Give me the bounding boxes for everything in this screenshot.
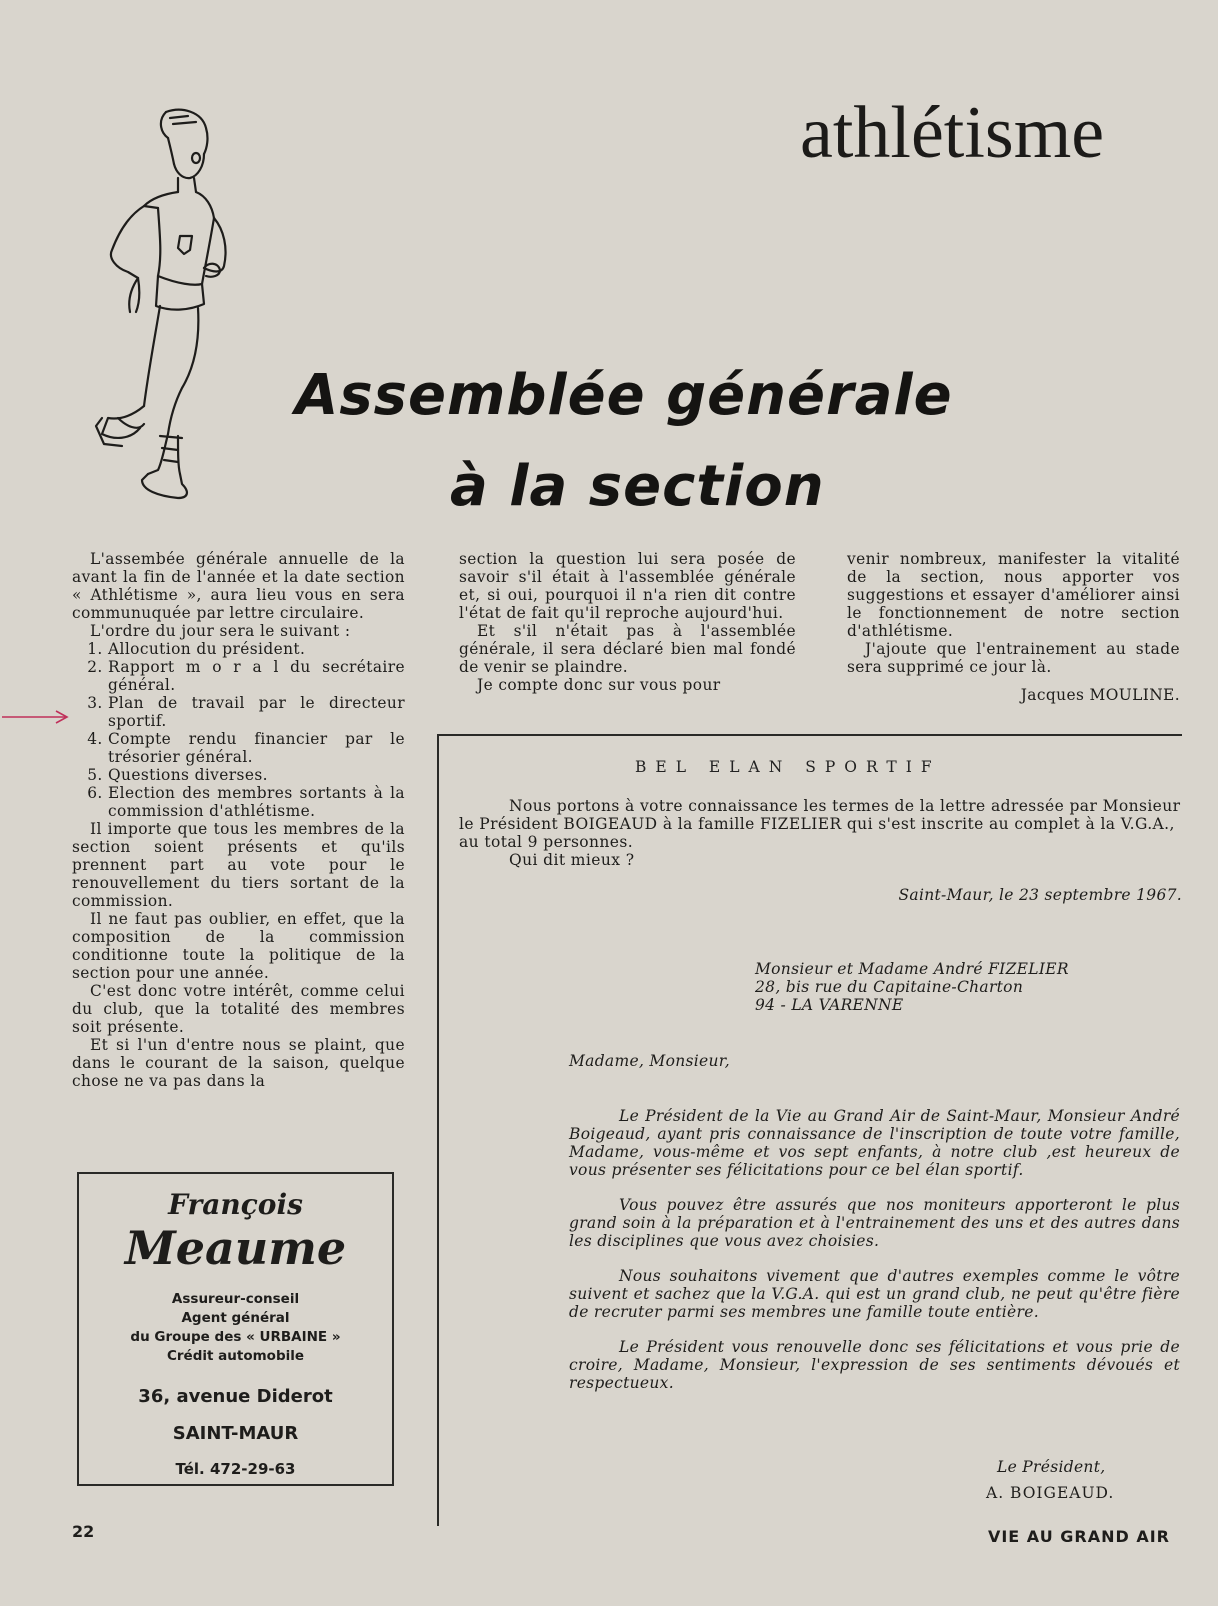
box-divider-left [437,734,439,1526]
advert-line: Crédit automobile [166,1347,305,1364]
article-paragraph: C'est donc votre intérêt, comme celui du club, que la totalité des membres soit présente. [72,982,405,1036]
letter-closing-name: A. BOIGEAUD. [986,1484,1115,1502]
agenda-item: 6. Election des membres sortants à la commission d'athlétisme. [108,784,405,820]
article-paragraph: Il importe que tous les membres de la section soient présents et qu'ils prennent part au vote pour le renouvellement du tiers sortant de la commission. [72,820,405,910]
letter-paragraph: Vous pouvez être assurés que nos moniteurs apporteront le plus grand soin à la préparation et à l'entrainement des uns et des autres dans les disciplines que vous avez choisies. [569,1196,1180,1250]
bel-elan-intro-text: Nous portons à votre connaissance les termes de la lettre adressée par Monsieur le Président BOIGEAUD à la famille FIZELIER qui s'est inscrite au complet à la V.G.A., au total 9 personnes. [459,797,1181,851]
agenda-item: 4. Compte rendu financier par le trésorier général. [108,730,405,766]
advert-phone: Tél. 472-29-63 [175,1459,296,1478]
advert-last-name: Meaume [124,1221,347,1275]
headline-line-1: Assemblée générale [295,363,953,428]
address-line: Monsieur et Madame André FIZELIER [755,960,1069,978]
advert-line: Assureur-conseil [171,1290,300,1307]
advert-line: du Groupe des « URBAINE » [130,1328,341,1345]
letter-paragraph: Nous souhaitons vivement que d'autres exemples comme le vôtre suivent et sachez que la V.G.A. qui est un grand club, ne peut qu'être fière de recruter parmi ses membres une famille toute entière. [569,1267,1180,1321]
article-column-1 [72,550,405,1090]
magazine-name: VIE AU GRAND AIR [987,1527,1170,1546]
agenda-item: 3. Plan de travail par le directeur sportif. [108,694,405,730]
letter-closing-title: Le Président, [997,1458,1106,1476]
advert-first-name: François [168,1188,303,1221]
box-divider-top [437,734,1182,736]
letter-address [755,960,1069,1014]
letter-body [569,1107,1180,1409]
article-column-2 [459,550,796,694]
section-title: athlétisme [800,92,1105,174]
article-paragraph: J'ajoute que l'entrainement au stade sera supprimé ce jour là. [847,640,1180,676]
article-paragraph: section la question lui sera posée de savoir s'il était à l'assemblée générale et, si oui, pourquoi il n'a rien dit contre l'état de fait qu'il reproche aujourd'hui. [459,550,796,622]
bel-elan-title: BEL ELAN SPORTIF [635,758,941,776]
runner-illustration [78,106,248,506]
advert-city: SAINT-MAUR [172,1422,299,1444]
article-paragraph: Je compte donc sur vous pour [477,676,721,694]
address-line: 94 - LA VARENNE [755,996,904,1014]
article-column-3 [847,550,1180,704]
agenda-list [72,640,405,820]
advert-line: Agent général [181,1309,290,1326]
address-line: 28, bis rue du Capitaine-Charton [755,978,1024,996]
advert-description [79,1290,392,1366]
letter-paragraph: Le Président vous renouvelle donc ses félicitations et vous prie de croire, Madame, Monsieur, l'expression de ses sentiments dévoués et respectueux. [569,1338,1180,1392]
article-signature: Jacques MOULINE. [1020,686,1180,704]
article-paragraph: Il ne faut pas oublier, en effet, que la composition de la commission conditionne toute la politique de la section pour une année. [72,910,405,982]
article-paragraph: Et s'il n'était pas à l'assemblée générale, il sera déclaré bien mal fondé de venir se plaindre. [459,622,796,676]
bel-elan-question: Qui dit mieux ? [509,851,635,869]
bel-elan-intro [459,797,1181,869]
agenda-item: 2. Rapport m o r a l du secrétaire général. [108,658,405,694]
letter-paragraph: Le Président de la Vie au Grand Air de Saint-Maur, Monsieur André Boigeaud, ayant pris connaissance de l'inscription de toute votre famille, Madame, vous-même et vos sept enfants, à notre club ,est heureux de vous présenter ses félicitations pour ce bel élan sportif. [569,1107,1180,1179]
letter-salutation: Madame, Monsieur, [569,1052,730,1070]
page-number: 22 [72,1522,95,1541]
advert-address: 36, avenue Diderot [138,1385,333,1407]
article-paragraph: L'assembée générale annuelle de la avant la fin de l'année et la date section « Athlétisme », aura lieu vous en sera communuquée par lettre circulaire. [72,550,405,622]
article-paragraph: L'ordre du jour sera le suivant : [90,622,351,640]
agenda-item: 5. Questions diverses. [108,766,405,784]
annotation-arrow-icon [2,710,72,724]
agenda-item: 1. Allocution du président. [108,640,405,658]
article-paragraph: venir nombreux, manifester la vitalité de la section, nous apporter vos suggestions et essayer d'améliorer ainsi le fonctionnement de notre section d'athlétisme. [847,550,1180,640]
insurance-advert [77,1172,394,1486]
article-paragraph: Et si l'un d'entre nous se plaint, que dans le courant de la saison, quelque chose ne va pas dans la [72,1036,405,1090]
letter-place-date: Saint-Maur, le 23 septembre 1967. [898,886,1182,904]
headline-line-2: à la section [450,454,825,519]
